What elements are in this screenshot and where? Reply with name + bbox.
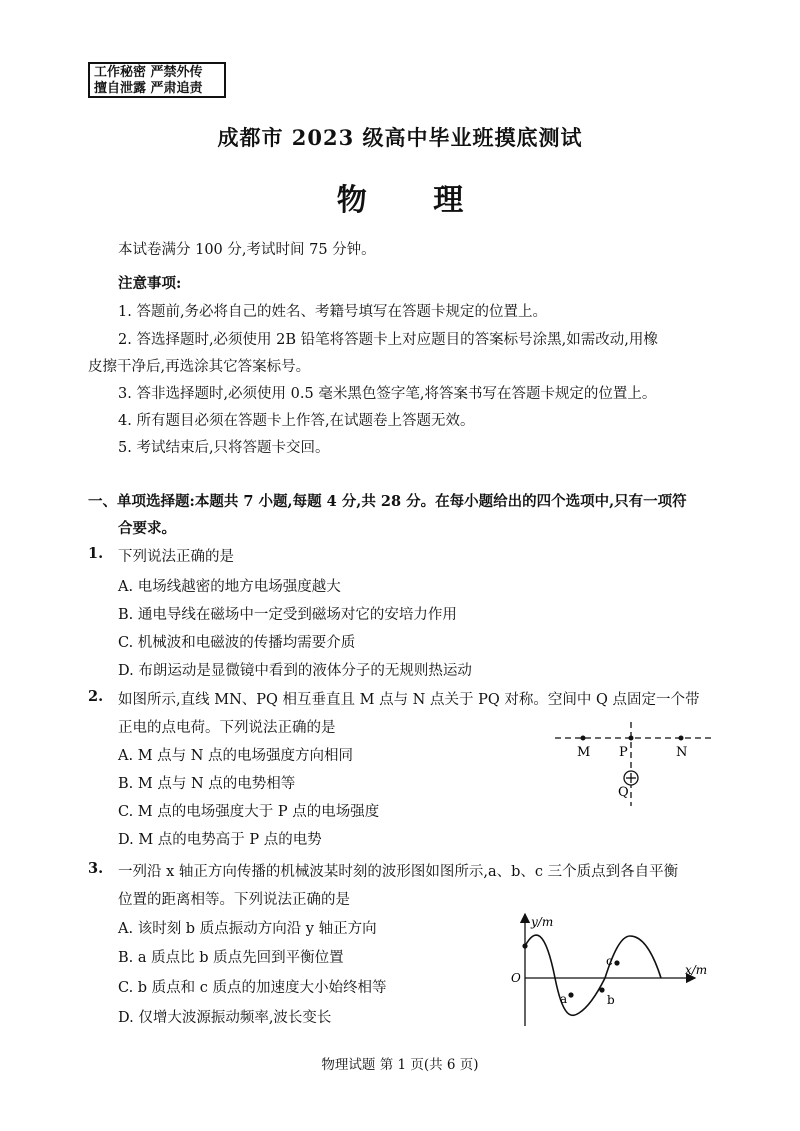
question-number: 2. — [88, 688, 104, 705]
notice-item: 1. 答题前,务必将自己的姓名、考籍号填写在答题卡规定的位置上。 — [118, 304, 548, 320]
question-stem: 位置的距离相等。下列说法正确的是 — [118, 892, 350, 908]
option-a: A. 电场线越密的地方电场强度越大 — [118, 579, 341, 595]
point-a — [568, 992, 573, 997]
question-stem: 正电的点电荷。下列说法正确的是 — [118, 720, 336, 736]
wave-curve — [525, 935, 661, 1015]
point-b — [599, 987, 604, 992]
option-c: C. b 质点和 c 质点的加速度大小始终相等 — [118, 980, 387, 996]
question-stem: 下列说法正确的是 — [118, 549, 234, 565]
section-heading-cont: 合要求。 — [118, 520, 176, 537]
intro-text: 本试卷满分 100 分,考试时间 75 分钟。 — [118, 242, 376, 258]
option-b: B. M 点与 N 点的电势相等 — [118, 776, 296, 792]
label-q: Q — [618, 785, 629, 800]
option-a: A. 该时刻 b 质点振动方向沿 y 轴正方向 — [118, 921, 377, 937]
option-b: B. 通电导线在磁场中一定受到磁场对它的安培力作用 — [118, 607, 457, 623]
notice-item: 2. 答选择题时,必须使用 2B 铅笔将答题卡上对应题目的答案标号涂黑,如需改动,用橡 — [118, 332, 658, 348]
question-stem: 如图所示,直线 MN、PQ 相互垂直且 M 点与 N 点关于 PQ 对称。空间中 Q 点固定一个带 — [118, 692, 700, 708]
subject-title: 物 理 — [336, 183, 492, 218]
page-footer: 物理试题 第 1 页(共 6 页) — [321, 1057, 479, 1073]
origin-label: O — [511, 971, 521, 985]
x-axis-label: x/m — [685, 963, 708, 977]
notice-item: 3. 答非选择题时,必须使用 0.5 毫米黑色签字笔,将答案书写在答题卡规定的位置上。 — [118, 386, 657, 402]
section-heading: 一、单项选择题:本题共 7 小题,每题 4 分,共 28 分。在每小题给出的四个选项中,只有一项符 — [88, 493, 687, 510]
confidential-stamp — [88, 62, 226, 98]
option-c: C. M 点的电场强度大于 P 点的电场强度 — [118, 804, 380, 820]
option-c: C. 机械波和电磁波的传播均需要介质 — [118, 635, 356, 651]
label-b: b — [607, 993, 615, 1007]
option-d: D. 布朗运动是显微镜中看到的液体分子的无规则热运动 — [118, 663, 472, 679]
waveform-diagram — [505, 908, 720, 1030]
notice-item: 5. 考试结束后,只将答题卡交回。 — [118, 440, 330, 456]
wave-start-point — [522, 943, 527, 948]
label-p: P — [619, 745, 628, 760]
notice-item: 皮擦干净后,再选涂其它答案标号。 — [88, 359, 311, 375]
label-n: N — [676, 745, 688, 760]
point-p — [629, 736, 634, 741]
option-b: B. a 质点比 b 质点先回到平衡位置 — [118, 950, 344, 966]
question-number: 1. — [88, 545, 104, 562]
y-axis-label: y/m — [531, 915, 554, 929]
stamp-line-1: 工作秘密 严禁外传 — [94, 65, 203, 80]
point-m — [581, 736, 586, 741]
question-number: 3. — [88, 860, 104, 877]
option-d: D. M 点的电势高于 P 点的电势 — [118, 832, 322, 848]
notice-heading: 注意事项: — [118, 275, 182, 292]
label-c: c — [606, 954, 613, 968]
option-d: D. 仅增大波源振动频率,波长变长 — [118, 1010, 332, 1026]
label-m: M — [577, 745, 591, 760]
notice-item: 4. 所有题目必须在答题卡上作答,在试题卷上答题无效。 — [118, 413, 475, 429]
point-n — [679, 736, 684, 741]
point-c — [614, 960, 619, 965]
stamp-line-2: 擅自泄露 严肃追责 — [94, 81, 203, 96]
charge-field-diagram — [555, 720, 720, 810]
label-a: a — [560, 992, 568, 1006]
option-a: A. M 点与 N 点的电场强度方向相同 — [118, 748, 354, 764]
exam-title: 成都市 2023 级高中毕业班摸底测试 — [217, 125, 583, 150]
question-stem: 一列沿 x 轴正方向传播的机械波某时刻的波形图如图所示,a、b、c 三个质点到各自平衡 — [118, 864, 679, 880]
